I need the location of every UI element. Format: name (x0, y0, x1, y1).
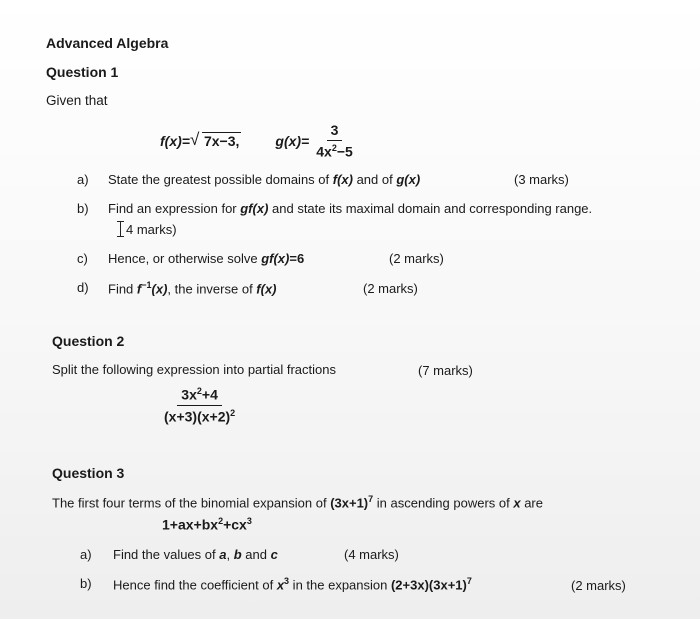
q3-part-a-marks: (4 marks) (344, 547, 399, 562)
q1-part-a-label: a) (77, 172, 89, 187)
q3-part-b-text: Hence find the coefficient of $x^3$ in the expansion $(2+3x)(3x+1)^7$ (113, 576, 472, 593)
question-1-heading: Question 1 (46, 64, 119, 80)
q2-prompt: Split the following expression into partial fractions (52, 362, 336, 377)
q3-part-a-label: a) (80, 547, 92, 562)
q3-prompt: The first four terms of the binomial expansion of $(3x+1)^7$ in ascending powers of x are (52, 494, 543, 511)
q1-part-a-text: State the greatest possible domains of f(x) and of g(x) (108, 172, 421, 187)
q1-part-c-marks: (2 marks) (389, 251, 444, 266)
q3-part-a-text: Find the values of a, b and c (113, 547, 278, 562)
q1-part-c-text: Hence, or otherwise solve gf(x)=6 (108, 251, 305, 266)
q1-part-b-label: b) (77, 201, 89, 216)
q3-part-b-marks: (2 marks) (571, 578, 626, 593)
square-root: √ 7x−3, (189, 130, 240, 149)
q2-numerator: $3x^2+4$ (177, 386, 222, 406)
q2-fraction (160, 386, 239, 424)
q3-series: $1+ax+bx^2+cx^3$ (162, 516, 252, 533)
q1-part-d-text: Find $f^{-1}(x)$, the inverse of f(x) (108, 280, 277, 297)
f-radicand: 7x−3, (203, 133, 240, 149)
g-fraction (312, 122, 357, 160)
q3-part-b-label: b) (80, 576, 92, 591)
text-cursor-icon (118, 221, 124, 237)
q2-denominator: $(x+3)(x+2)^2$ (164, 407, 236, 425)
question-3-heading: Question 3 (52, 465, 125, 481)
worksheet-title: Advanced Algebra (46, 35, 169, 51)
g-numerator: 3 (327, 122, 343, 141)
q1-part-b-marks: 4 marks) (118, 221, 177, 237)
q2-marks: (7 marks) (418, 363, 473, 378)
given-that-text: Given that (46, 93, 108, 108)
q1-part-c-label: c) (77, 251, 88, 266)
function-definitions (160, 120, 360, 162)
q1-part-d-label: d) (77, 280, 89, 295)
g-denominator: $4x^2-5$ (316, 143, 353, 160)
q1-part-b-text: Find an expression for gf(x) and state its maximal domain and corresponding range. (108, 201, 593, 216)
g-definition-lhs: g(x)= (275, 133, 310, 149)
f-definition-lhs: f(x)= (160, 133, 190, 149)
question-2-heading: Question 2 (52, 333, 125, 349)
q1-part-a-marks: (3 marks) (514, 172, 569, 187)
q1-part-d-marks: (2 marks) (363, 281, 418, 296)
